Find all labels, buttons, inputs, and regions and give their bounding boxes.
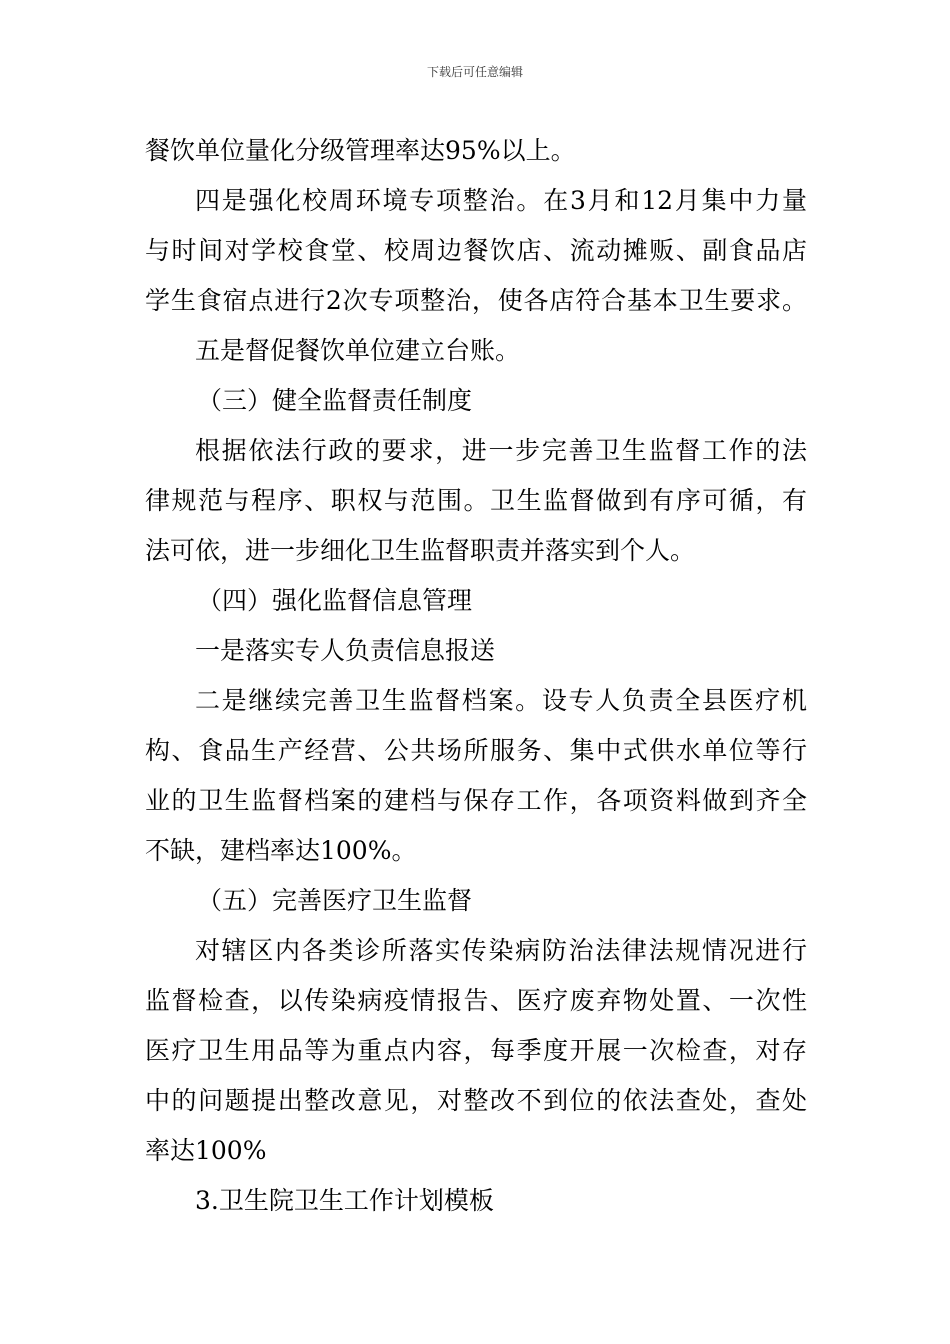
text-line: 监督检查，以传染病疫情报告、医疗废弃物处置、一次性: [145, 986, 807, 1015]
paragraph-first-line: 根据依法行政的要求，进一步完善卫生监督工作的法: [195, 436, 807, 465]
text-line: 中的问题提出整改意见，对整改不到位的依法查处，查处: [145, 1086, 807, 1115]
section-heading: （三）健全监督责任制度: [197, 386, 473, 415]
section-title: 3.卫生院卫生工作计划模板: [195, 1186, 494, 1215]
section-heading: （五）完善医疗卫生监督: [197, 886, 473, 915]
text-line: 学生食宿点进行2次专项整治，使各店符合基本卫生要求。: [145, 286, 807, 315]
paragraph-first-line: 二是继续完善卫生监督档案。设专人负责全县医疗机: [195, 686, 807, 715]
document-body: [145, 126, 807, 1226]
text-line: 构、食品生产经营、公共场所服务、集中式供水单位等行: [145, 736, 807, 765]
text-line: 律规范与程序、职权与范围。卫生监督做到有序可循，有: [145, 486, 807, 515]
paragraph-first-line: 五是督促餐饮单位建立台账。: [195, 336, 521, 365]
section-heading: （四）强化监督信息管理: [197, 586, 473, 615]
text-line: 餐饮单位量化分级管理率达95%以上。: [145, 136, 576, 165]
page-header: 下载后可任意编辑: [426, 65, 523, 79]
text-line: 不缺，建档率达100%。: [145, 836, 417, 865]
text-line: 法可依，进一步细化卫生监督职责并落实到个人。: [145, 536, 696, 565]
paragraph-first-line: 对辖区内各类诊所落实传染病防治法律法规情况进行: [195, 936, 807, 965]
paragraph-first-line: 四是强化校周环境专项整治。在3月和12月集中力量: [195, 186, 807, 215]
paragraph-first-line: 一是落实专人负责信息报送: [195, 636, 496, 665]
text-line: 业的卫生监督档案的建档与保存工作，各项资料做到齐全: [145, 786, 807, 815]
text-line: 率达100%: [145, 1136, 267, 1165]
text-line: 与时间对学校食堂、校周边餐饮店、流动摊贩、副食品店: [145, 236, 807, 265]
text-line: 医疗卫生用品等为重点内容，每季度开展一次检查，对存: [145, 1036, 807, 1065]
